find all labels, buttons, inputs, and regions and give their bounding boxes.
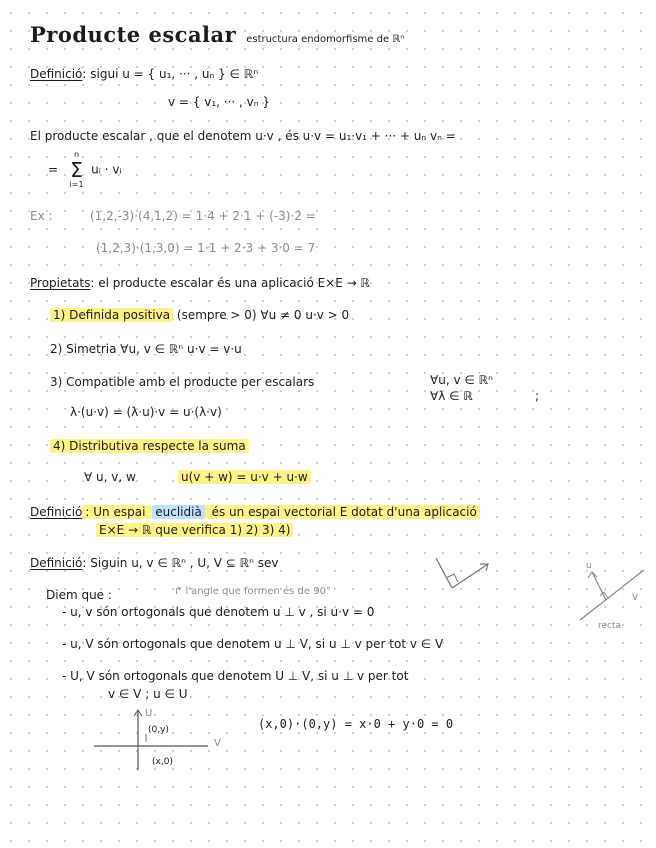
property-3-quantifier-2: ∀λ ∈ ℝ bbox=[430, 389, 473, 403]
page-title bbox=[30, 22, 404, 53]
property-4 bbox=[50, 438, 249, 454]
definition-2-line-2-text: E×E → ℝ que verifica 1) 2) 3) 4) bbox=[96, 523, 293, 537]
definition-1-text: : sigui u = { u₁, ··· , uₙ } ∈ ℝⁿ bbox=[82, 67, 259, 81]
sketch-recta-label: recta bbox=[598, 621, 622, 631]
definition-3-label: Definició bbox=[30, 556, 83, 570]
angle-note: ↱ l'angle que formen és de 90° bbox=[174, 586, 331, 597]
example-label: Ex : bbox=[30, 209, 53, 223]
definition-3-intro: : Siguin u, v ∈ ℝⁿ , U, V ⊆ ℝⁿ sev bbox=[82, 556, 279, 570]
property-1-label: 1) Definida positiva bbox=[50, 308, 173, 322]
property-3: 3) Compatible amb el producte per escalars bbox=[50, 375, 315, 389]
example-line-1: (1,2,-3)·(4,1,2) = 1·4 + 2·1 + (-3)·2 = bbox=[90, 209, 316, 223]
property-1 bbox=[50, 307, 349, 323]
property-3-quantifier-1: ∀u, v ∈ ℝⁿ bbox=[430, 373, 493, 387]
definition-1-line-1 bbox=[30, 66, 258, 82]
definition-2-text-a: : Un espai bbox=[82, 505, 152, 519]
sum-lower-limit: i=1 bbox=[69, 180, 84, 189]
property-3-formula: λ·(u·v) = (λ·u)·v = u·(λ·v) bbox=[70, 405, 222, 419]
properties-heading bbox=[30, 275, 370, 291]
definition-1-line-2: v = { v₁, ··· , vₙ } bbox=[168, 95, 270, 109]
property-4-formula bbox=[178, 469, 311, 485]
properties-intro: : el producte escalar és una aplicació E×E → ℝ bbox=[90, 276, 371, 290]
definition-2-euclidian: euclidià bbox=[152, 505, 205, 519]
sum-symbol-block bbox=[70, 150, 84, 190]
title-text: Producte escalar bbox=[30, 22, 237, 47]
property-2: 2) Simetria ∀u, v ∈ ℝⁿ u·v = v·u bbox=[50, 342, 242, 356]
diem-que: Diem que : bbox=[46, 588, 112, 602]
properties-label: Propietats bbox=[30, 276, 91, 290]
example-line-2: (1,2,3)·(1,3,0) = 1·1 + 2·3 + 3·0 = 7 bbox=[96, 241, 316, 255]
coordinate-dot-product: (x,0)·(0,y) = x·0 + y·0 = 0 bbox=[258, 717, 454, 731]
scalar-product-definition: El producte escalar , que el denotem u·v , és u·v = u₁·v₁ + ··· + uₙ vₙ = bbox=[30, 129, 456, 143]
sum-upper-limit: n bbox=[73, 150, 80, 159]
axis-u-label: U bbox=[145, 708, 153, 719]
point-x0-label: (x,0) bbox=[152, 757, 173, 767]
definition-2-text-c: és un espai vectorial E dotat d'una aplicació bbox=[205, 505, 480, 519]
right-angle-sketch bbox=[430, 556, 490, 596]
definition-3-heading bbox=[30, 555, 278, 571]
property-3-semicolon: ; bbox=[535, 389, 540, 403]
sum-formula bbox=[48, 150, 122, 190]
orthogonal-item-1: - u, v són ortogonals que denotem u ⊥ v , si u·v = 0 bbox=[62, 605, 375, 619]
sketch-v-label: V bbox=[632, 593, 639, 603]
definition-label: Definició bbox=[30, 67, 83, 81]
definition-2-label: Definició bbox=[30, 505, 83, 519]
sketch-u-label: u bbox=[586, 561, 592, 571]
sum-symbol: Σ bbox=[70, 158, 83, 182]
subtitle-text: estructura endomorfisme de ℝⁿ bbox=[246, 34, 405, 45]
sum-equals: = bbox=[48, 162, 59, 177]
definition-2-line-2 bbox=[96, 522, 293, 538]
orthogonal-item-2: - u, V són ortogonals que denotem u ⊥ V, si u ⊥ v per tot v ∈ V bbox=[62, 637, 444, 651]
property-1-rest: (sempre > 0) ∀u ≠ 0 u·v > 0 bbox=[176, 308, 350, 322]
property-4-quantifier: ∀ u, v, w bbox=[84, 470, 136, 484]
point-0y-label: (0,y) bbox=[148, 725, 169, 735]
orthogonal-item-3: - U, V són ortogonals que denotem U ⊥ V, si u ⊥ v per tot bbox=[62, 669, 409, 683]
property-4-label: 4) Distributiva respecte la suma bbox=[50, 439, 249, 453]
orthogonal-item-3-cont: v ∈ V ; u ∈ U bbox=[108, 687, 188, 701]
definition-2-line-1 bbox=[30, 504, 480, 520]
sum-term: uᵢ · vᵢ bbox=[91, 162, 122, 177]
axis-v-label: V bbox=[214, 738, 221, 749]
property-4-formula-text: u(v + w) = u·v + u·w bbox=[178, 470, 311, 484]
